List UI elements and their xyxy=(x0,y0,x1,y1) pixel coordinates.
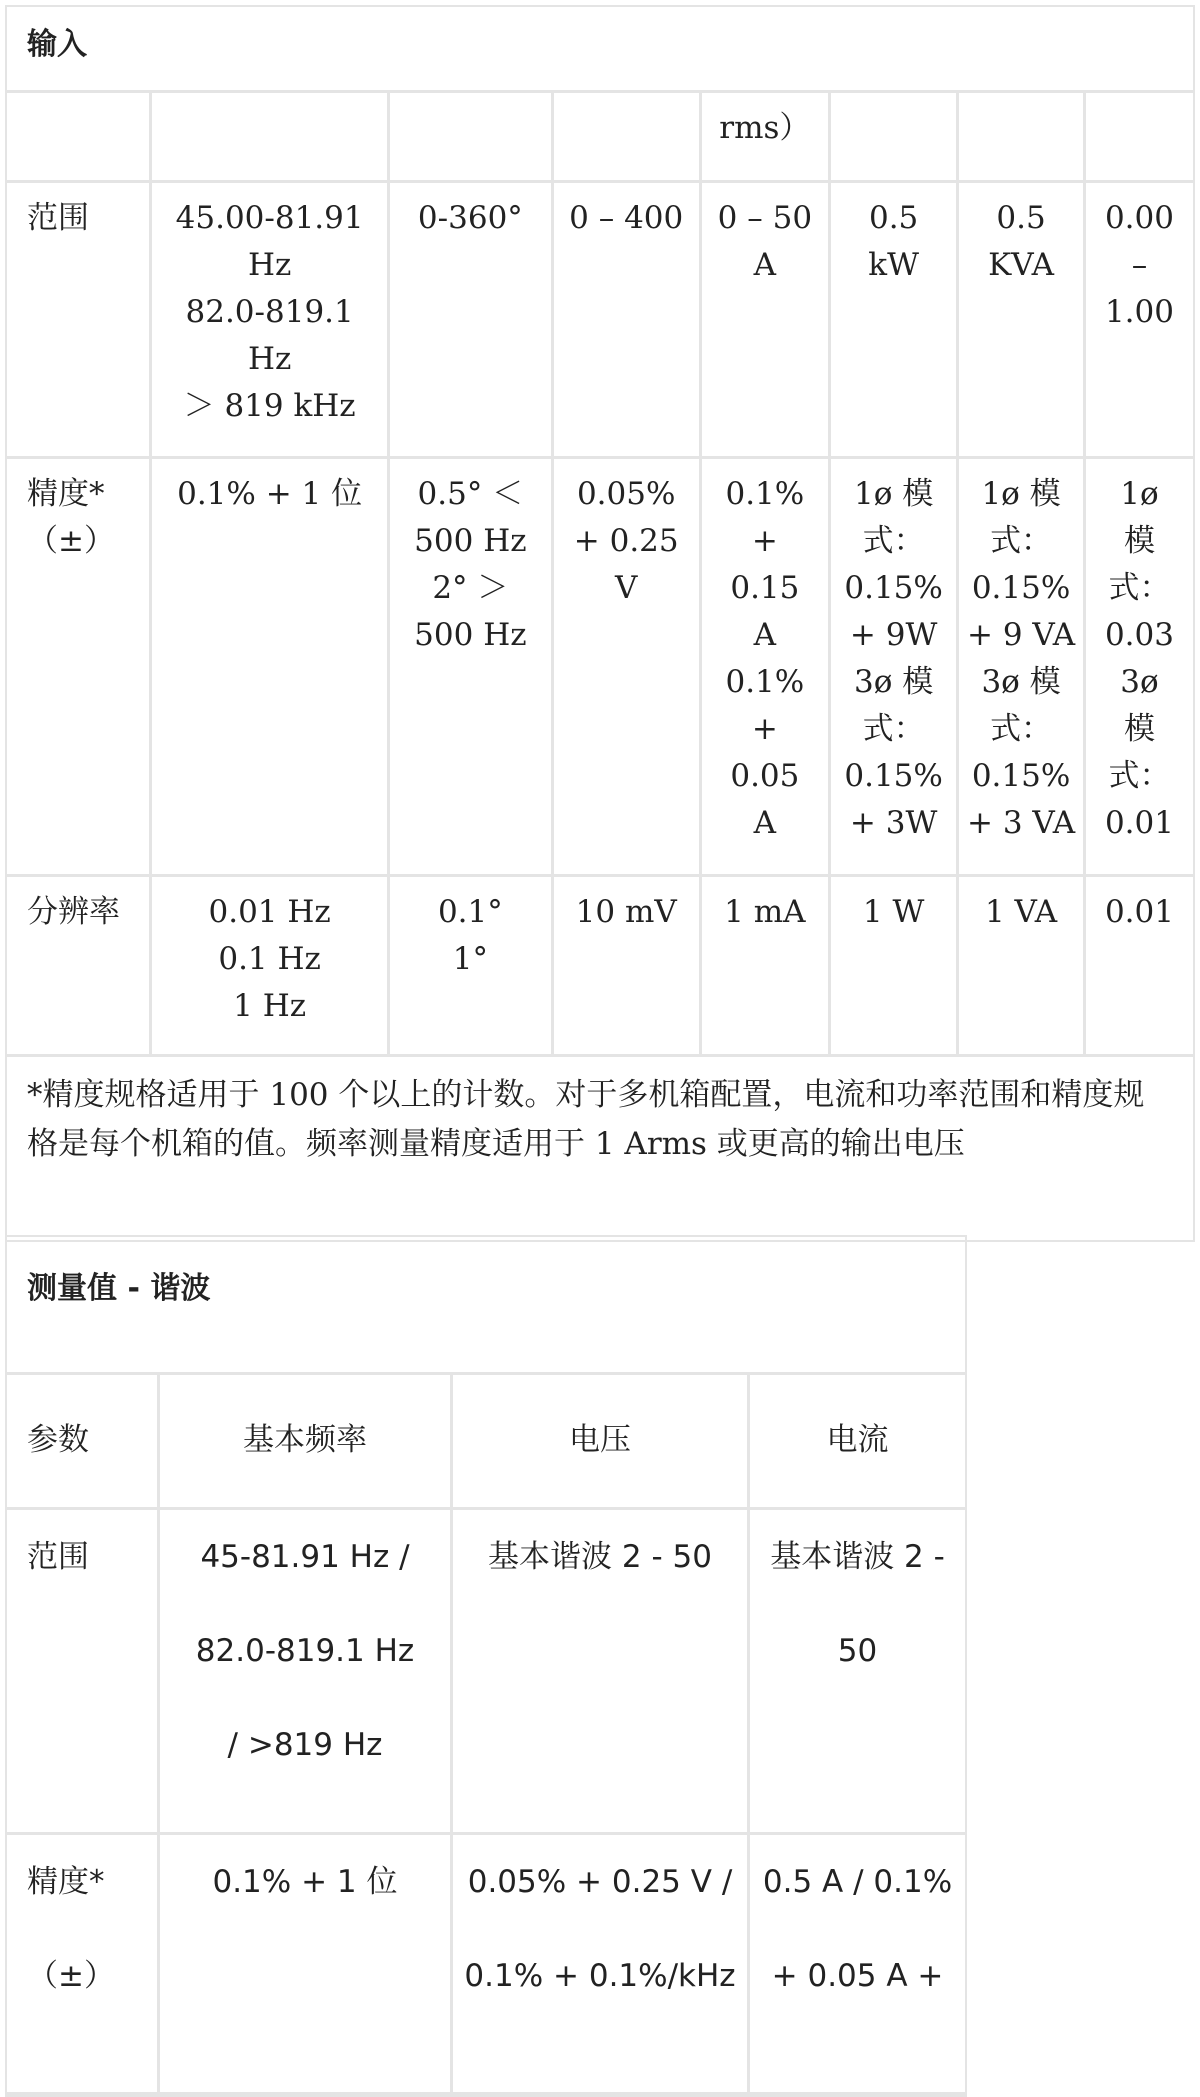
cell-line: + xyxy=(751,523,778,559)
cell-line: 0.5 xyxy=(996,200,1046,236)
cell-line: 1ø 模 xyxy=(854,476,934,512)
cell-line: 50 xyxy=(837,1633,878,1669)
cell-line: 0.00 xyxy=(1104,200,1174,236)
cell-line: 2° ＞ xyxy=(432,570,509,606)
table-row-accuracy xyxy=(7,459,1193,877)
cell-line: V xyxy=(615,570,638,606)
fundamental-accuracy-cell: 0.1% + 1 位 xyxy=(160,1835,453,2095)
cell-line: A xyxy=(753,617,777,653)
cell-line: 0.1% xyxy=(725,476,805,512)
cell-line: ＞ 819 kHz xyxy=(183,388,356,424)
cell-line: 0.1 Hz xyxy=(218,941,321,977)
voltage-resolution-cell: 10 mV xyxy=(554,877,702,1057)
cell-line: 0.15 xyxy=(730,570,800,606)
cell-line: A xyxy=(753,247,777,283)
table-title-row xyxy=(7,7,1193,93)
table-title-row xyxy=(7,1237,965,1375)
cell-line: 1° xyxy=(452,941,488,977)
footnote: *精度规格适用于 100 个以上的计数。对于多机箱配置，电流和功率范围和精度规格是每个机箱的值。频率测量精度适用于 1 Arms 或更高的输出电压 xyxy=(27,1077,1145,1162)
cell-line: Hz xyxy=(247,341,292,377)
table-header-row xyxy=(7,1375,965,1510)
cell-line: / >819 Hz xyxy=(227,1727,383,1763)
cell-line: 3ø xyxy=(1120,664,1159,700)
phase-accuracy-cell xyxy=(390,459,554,877)
cell-line: 0 – 50 xyxy=(717,200,813,236)
cell-line: 0.15% xyxy=(971,570,1071,606)
cell-line: + 0.25 xyxy=(573,523,679,559)
header-cell xyxy=(831,93,959,183)
cell-line: Hz xyxy=(247,247,292,283)
input-spec-table xyxy=(5,5,1195,1242)
header-param: 参数 xyxy=(7,1375,160,1510)
pf-resolution-cell: 0.01 xyxy=(1086,877,1193,1057)
cell-line: 0.05 xyxy=(730,758,800,794)
current-accuracy-cell xyxy=(750,1835,965,2095)
cell-line: + xyxy=(751,711,778,747)
voltage-accuracy-cell xyxy=(554,459,702,877)
voltage-accuracy-cell xyxy=(453,1835,750,2095)
header-cell xyxy=(390,93,554,183)
cell-line: 1ø 模 xyxy=(981,476,1061,512)
cell-line: 式： xyxy=(862,711,925,747)
frequency-resolution-cell xyxy=(152,877,390,1057)
row-label: 范围 xyxy=(7,1510,160,1835)
cell-line: 模 xyxy=(1123,523,1155,559)
cell-line: 82.0-819.1 Hz xyxy=(195,1633,415,1669)
cell-line: 1 Hz xyxy=(233,988,307,1024)
cell-line: 45.00-81.91 xyxy=(175,200,364,236)
header-voltage: 电压 xyxy=(453,1375,750,1510)
frequency-range-cell xyxy=(152,183,390,459)
phase-resolution-cell xyxy=(390,877,554,1057)
table-header-row xyxy=(7,93,1193,183)
cell-line: 0.1% xyxy=(725,664,805,700)
cell-line: 式： xyxy=(1108,758,1171,794)
cell-line: 0.1% + 0.1%/kHz xyxy=(464,1958,736,1994)
header-cell xyxy=(959,93,1086,183)
power-accuracy-cell xyxy=(831,459,959,877)
header-cell xyxy=(7,93,152,183)
cell-line: + 9 VA xyxy=(967,617,1076,653)
voltage-range-cell: 基本谐波 2 - 50 xyxy=(453,1510,750,1835)
cell-line: 基本谐波 2 - xyxy=(770,1539,945,1575)
cell-line: （±） xyxy=(27,523,115,559)
phase-range-cell: 0-360° xyxy=(390,183,554,459)
cell-line: kW xyxy=(868,247,919,283)
cell-line: 0.15% xyxy=(844,758,943,794)
va-accuracy-cell xyxy=(959,459,1086,877)
cell-line: 3ø 模 xyxy=(981,664,1061,700)
power-range-cell xyxy=(831,183,959,459)
va-resolution-cell: 1 VA xyxy=(959,877,1086,1057)
cell-line: 82.0-819.1 xyxy=(185,294,354,330)
header-cell: rms） xyxy=(702,93,831,183)
current-range-cell xyxy=(702,183,831,459)
header-cell xyxy=(554,93,702,183)
table-row-resolution xyxy=(7,877,1193,1057)
table-row-range xyxy=(7,1510,965,1835)
cell-line: 式： xyxy=(1108,570,1171,606)
row-label: 范围 xyxy=(7,183,152,459)
cell-line: – xyxy=(1131,247,1148,283)
row-label xyxy=(7,459,152,877)
table-title: 测量值 - 谐波 xyxy=(7,1237,965,1375)
va-range-cell xyxy=(959,183,1086,459)
cell-line: 0.15% xyxy=(844,570,943,606)
table-row-accuracy xyxy=(7,1835,965,2095)
header-current: 电流 xyxy=(750,1375,965,1510)
pf-range-cell xyxy=(1086,183,1193,459)
cell-line: 3ø 模 xyxy=(854,664,934,700)
cell-line: + 3W xyxy=(849,805,938,841)
cell-line: 0.01 xyxy=(1104,805,1174,841)
table-row-range xyxy=(7,183,1193,459)
cell-line: 0.15% xyxy=(971,758,1071,794)
cell-line: KVA xyxy=(988,247,1054,283)
cell-line: 45-81.91 Hz / xyxy=(200,1539,410,1575)
cell-line: 精度* xyxy=(27,1864,105,1900)
cell-line: 0.5 xyxy=(868,200,919,236)
harmonics-table xyxy=(5,1235,967,2097)
cell-line: 0.05% xyxy=(576,476,676,512)
cell-line: 式： xyxy=(990,711,1053,747)
pf-accuracy-cell xyxy=(1086,459,1193,877)
cell-line: 0.5 A / 0.1% xyxy=(762,1864,953,1900)
current-accuracy-cell xyxy=(702,459,831,877)
cell-line: 0.03 xyxy=(1104,617,1174,653)
current-resolution-cell: 1 mA xyxy=(702,877,831,1057)
voltage-range-cell: 0 – 400 xyxy=(554,183,702,459)
cell-line: 0.5° ＜ xyxy=(417,476,524,512)
footnote-row xyxy=(7,1057,1193,1240)
cell-line: 式： xyxy=(990,523,1053,559)
cell-line: + 3 VA xyxy=(967,805,1076,841)
cell-line: 精度* xyxy=(27,476,105,512)
row-label: 分辨率 xyxy=(7,877,152,1057)
cell-line: 1ø xyxy=(1120,476,1159,512)
cell-line: 500 Hz xyxy=(414,523,527,559)
cell-line: 500 Hz xyxy=(414,617,527,653)
cell-line: + 0.05 A + xyxy=(771,1958,944,1994)
cell-line: 0.1° xyxy=(437,894,503,930)
header-cell xyxy=(152,93,390,183)
header-cell xyxy=(1086,93,1193,183)
cell-line: A xyxy=(753,805,777,841)
header-fundamental: 基本频率 xyxy=(160,1375,453,1510)
cell-line: 0.01 Hz xyxy=(208,894,331,930)
cell-line: 式： xyxy=(862,523,925,559)
cell-line: 1.00 xyxy=(1104,294,1174,330)
table-title: 输入 xyxy=(7,7,1193,93)
cell-line: （±） xyxy=(27,1958,115,1994)
current-range-cell xyxy=(750,1510,965,1835)
frequency-accuracy-cell: 0.1% + 1 位 xyxy=(152,459,390,877)
fundamental-range-cell xyxy=(160,1510,453,1835)
cell-line: 模 xyxy=(1123,711,1155,747)
cell-line: + 9W xyxy=(849,617,938,653)
power-resolution-cell: 1 W xyxy=(831,877,959,1057)
cell-line: 0.05% + 0.25 V / xyxy=(467,1864,733,1900)
row-label xyxy=(7,1835,160,2095)
